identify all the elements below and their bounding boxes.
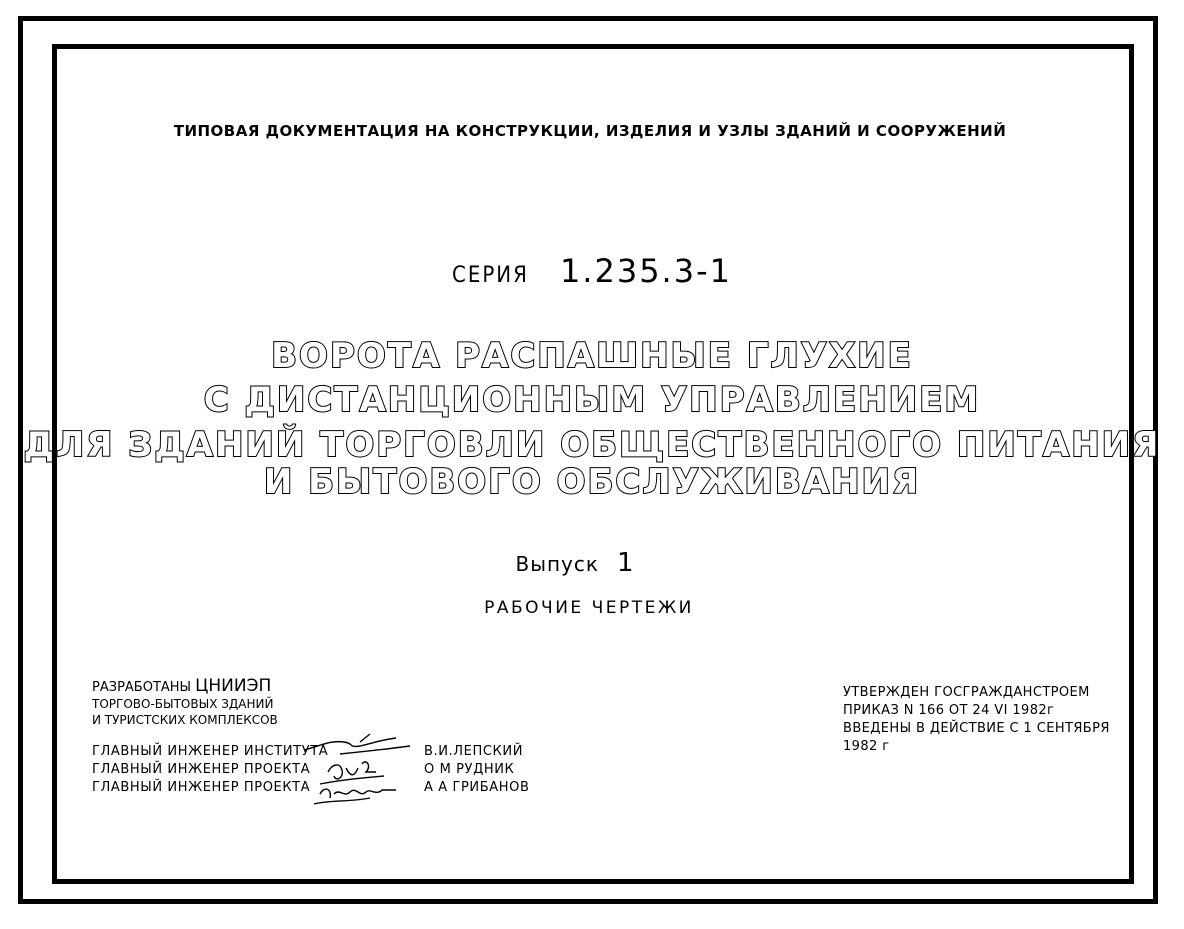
staff-role: ГЛАВНЫЙ ИНЖЕНЕР ПРОЕКТА xyxy=(92,762,311,777)
issue-label: Выпуск xyxy=(515,552,599,576)
staff-list xyxy=(92,743,530,797)
approval-line-3: ВВЕДЕНЫ В ДЕЙСТВИЕ С 1 СЕНТЯБРЯ xyxy=(843,721,1110,736)
issue-number: 1 xyxy=(616,548,635,578)
staff-name: В.И.ЛЕПСКИЙ xyxy=(424,744,524,759)
approval-block xyxy=(843,684,1110,756)
staff-role: ГЛАВНЫЙ ИНЖЕНЕР ИНСТИТУТА xyxy=(92,744,329,759)
developer-org: ЦНИИЭП xyxy=(195,676,272,696)
series-row xyxy=(0,252,1184,290)
signature-3 xyxy=(314,789,396,804)
title-line-2: С ДИСТАНЦИОННЫМ УПРАВЛЕНИЕМ xyxy=(203,380,981,420)
staff-row xyxy=(92,779,530,797)
title-line-1: ВОРОТА РАСПАШНЫЕ ГЛУХИЕ xyxy=(271,336,913,376)
developer-block xyxy=(92,678,278,728)
approval-line-4: 1982 г xyxy=(843,739,890,754)
staff-row xyxy=(92,743,524,761)
developer-line-2: ТОРГОВО-БЫТОВЫХ ЗДАНИЙ xyxy=(92,697,274,711)
signature-1 xyxy=(304,734,410,754)
title-line-3: ДЛЯ ЗДАНИЙ ТОРГОВЛИ ОБЩЕСТВЕННОГО ПИТАНИЯ xyxy=(23,425,1161,465)
approval-line-1: УТВЕРЖДЕН ГОСГРАЖДАНСТРОЕМ xyxy=(843,685,1090,700)
document-type: РАБОЧИЕ ЧЕРТЕЖИ xyxy=(484,598,694,618)
issue-row xyxy=(0,548,1167,578)
signature-2 xyxy=(320,762,384,784)
series-label: СЕРИЯ xyxy=(452,263,529,288)
developer-line-1 xyxy=(92,678,278,696)
staff-name: А А ГРИБАНОВ xyxy=(424,780,530,795)
approval-line-2: ПРИКАЗ N 166 ОТ 24 VI 1982г xyxy=(843,703,1055,718)
developer-line-3: И ТУРИСТСКИХ КОМПЛЕКСОВ xyxy=(92,713,278,727)
signatures xyxy=(300,728,420,808)
developer-prefix: РАЗРАБОТАНЫ xyxy=(92,680,192,695)
title-line-4: И БЫТОВОГО ОБСЛУЖИВАНИЯ xyxy=(263,462,921,502)
staff-role: ГЛАВНЫЙ ИНЖЕНЕР ПРОЕКТА xyxy=(92,780,311,795)
staff-name: О М РУДНИК xyxy=(424,762,515,777)
staff-row xyxy=(92,761,515,779)
document-header: ТИПОВАЯ ДОКУМЕНТАЦИЯ НА КОНСТРУКЦИИ, ИЗДЕЛИЯ И УЗЛЫ ЗДАНИЙ И СООРУЖЕНИЙ xyxy=(173,122,1007,140)
series-number: 1.235.3-1 xyxy=(559,252,732,290)
